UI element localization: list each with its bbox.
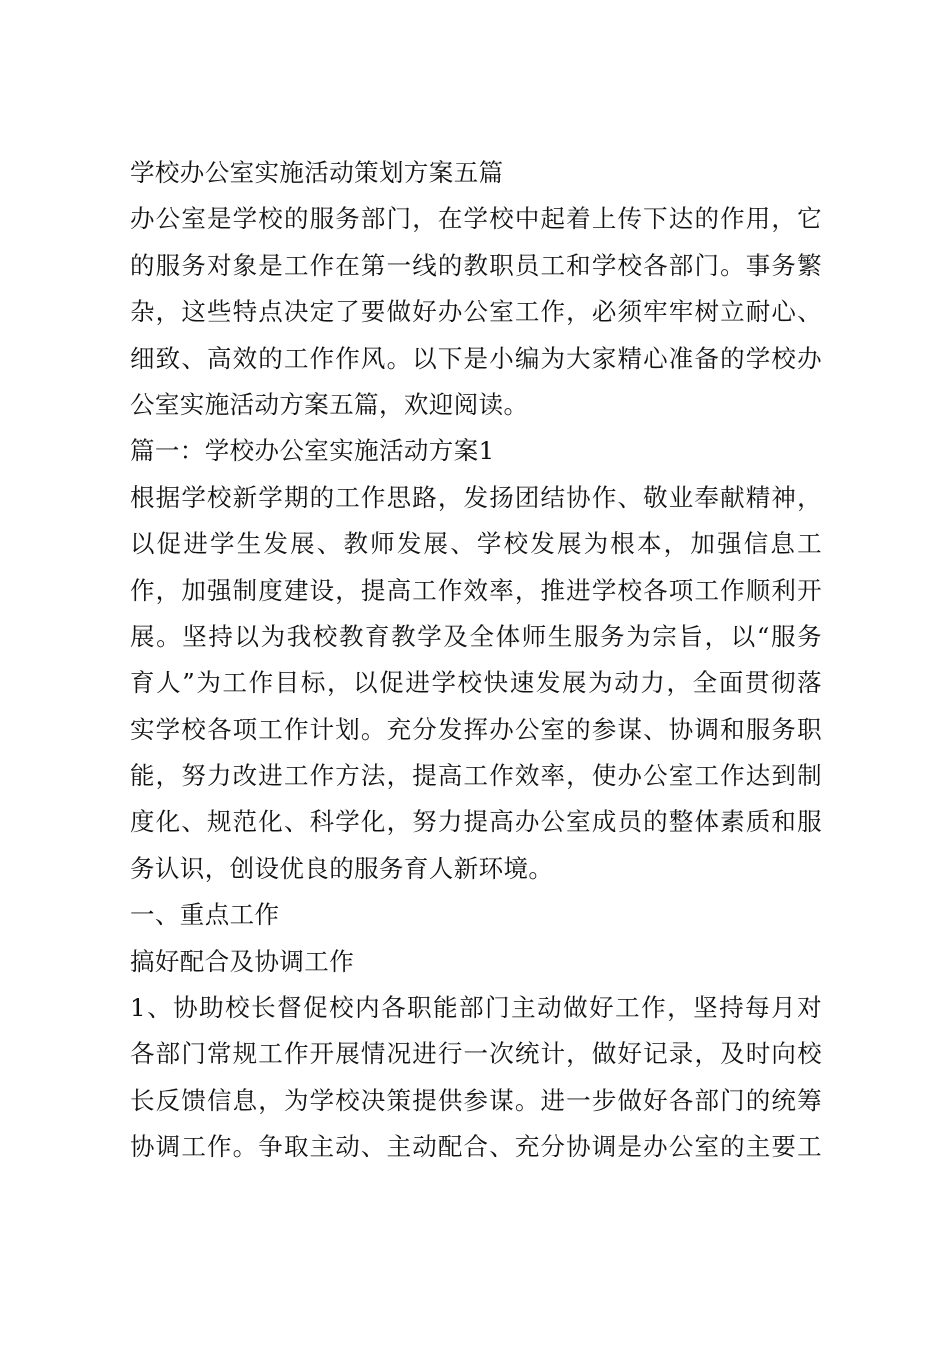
intro-line: 办公室是学校的服务部门，在学校中起着上传下达的作用，它 [130,204,822,234]
body-line: 展。坚持以为我校教育教学及全体师生服务为宗旨，以“服务 [130,621,822,651]
body-line: 务认识，创设优良的服务育人新环境。 [130,853,554,883]
body-line: 度化、规范化、科学化，努力提高办公室成员的整体素质和服 [130,807,822,837]
section-body-paragraph [130,475,822,893]
body-line: 实学校各项工作计划。充分发挥办公室的参谋、协调和服务职 [130,714,822,744]
intro-line: 公室实施活动方案五篇，欢迎阅读。 [130,389,529,419]
document-page [130,150,822,1171]
body-line: 能，努力改进工作方法，提高工作效率，使办公室工作达到制 [130,761,822,791]
item-paragraph [130,985,822,1171]
intro-line: 杂，这些特点决定了要做好办公室工作，必须牢牢树立耐心、 [130,297,822,327]
subheading-key-work: 一、重点工作 [130,900,280,930]
intro-paragraph [130,196,822,428]
item-line: 长反馈信息，为学校决策提供参谋。进一步做好各部门的统筹 [130,1085,822,1115]
subheading-coordination: 搞好配合及协调工作 [130,946,355,976]
body-line: 以促进学生发展、教师发展、学校发展为根本，加强信息工 [130,529,822,559]
item-line: 各部门常规工作开展情况进行一次统计，做好记录，及时向校 [130,1039,822,1069]
intro-line: 细致、高效的工作作风。以下是小编为大家精心准备的学校办 [130,343,822,373]
body-line: 作，加强制度建设，提高工作效率，推进学校各项工作顺利开 [130,575,822,605]
body-line: 根据学校新学期的工作思路，发扬团结协作、敬业奉献精神， [130,482,822,512]
document-title: 学校办公室实施活动策划方案五篇 [130,158,504,187]
intro-line: 的服务对象是工作在第一线的教职员工和学校各部门。事务繁 [130,250,822,280]
section-heading: 篇一：学校办公室实施活动方案1 [130,436,495,466]
item-line: 1、协助校长督促校内各职能部门主动做好工作，坚持每月对 [130,993,822,1023]
item-line: 协调工作。争取主动、主动配合、充分协调是办公室的主要工 [130,1132,822,1162]
body-line: 育人”为工作目标，以促进学校快速发展为动力，全面贯彻落 [130,668,822,698]
